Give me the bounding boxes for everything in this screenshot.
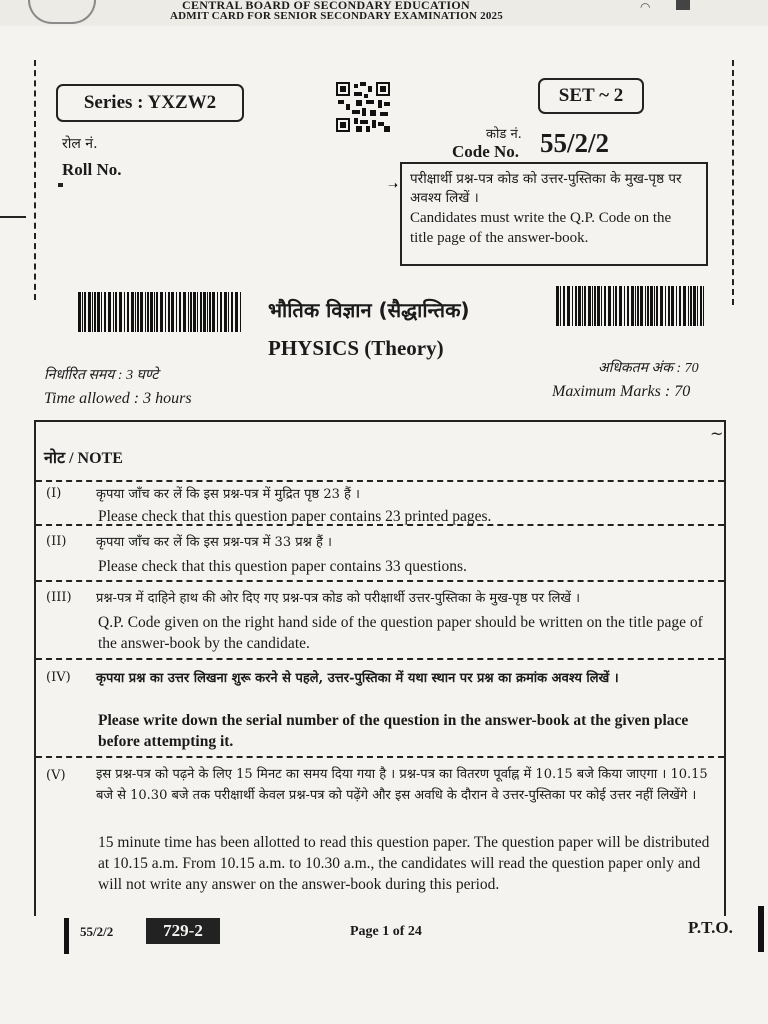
note-english: Please check that this question paper contains 33 questions. <box>98 558 467 575</box>
subject-title-hindi: भौतिक विज्ञान (सैद्धान्तिक) <box>268 298 470 322</box>
admit-card-line: ADMIT CARD FOR SENIOR SECONDARY EXAMINATION 2025 <box>170 10 503 22</box>
series-label: Series : YXZW2 <box>56 84 244 122</box>
note-hindi: इस प्रश्न-पत्र को पढ़ने के लिए 15 मिनट का समय दिया गया है । प्रश्न-पत्र का वितरण पूर्वाह्न में 10.15 बजे किया जाएगा । 10.15 बजे से 10.30 बजे तक परीक्षार्थी केवल प्रश्न-पत्र को पढ़ेंगे और इस अवधि के दौरान वे उत्तर-पुस्तिका पर कोई उत्तर नहीं लिखेंगे । <box>96 767 708 803</box>
note-english: Q.P. Code given on the right hand side of the question paper should be written on the title page of the answer-book by the candidate. <box>98 614 703 652</box>
wifi-icon: ◠ <box>640 0 651 14</box>
right-margin-line <box>732 60 734 305</box>
note-number: (III) <box>46 590 72 605</box>
note-hindi: प्रश्न-पत्र में दाहिने हाथ की ओर दिए गए प्रश्न-पत्र कोड को परीक्षार्थी उत्तर-पुस्तिका के मुख-पृष्ठ पर लिखें । <box>96 591 581 606</box>
note-number: (IV) <box>46 670 71 685</box>
note-item <box>36 524 724 576</box>
roll-number-label: Roll No. <box>62 160 122 179</box>
roll-number-label-hindi: रोल नं. <box>62 136 98 152</box>
instruction-english: Candidates must write the Q.P. Code on the title page of the answer-book. <box>410 210 672 246</box>
arrow-icon: ➝ <box>388 178 399 192</box>
note-english: 15 minute time has been allotted to read this question paper. The question paper will be distributed at 10.15 a.m. From 10.15 a.m. to 10.30 a.m., the candidates will read the question paper only and will not write any answer on the answer-book during this period. <box>98 834 710 893</box>
note-heading: नोट / NOTE <box>44 450 123 467</box>
set-label: SET ~ 2 <box>538 78 644 114</box>
instruction-hindi: परीक्षार्थी प्रश्न-पत्र कोड को उत्तर-पुस्तिका के मुख-पृष्ठ पर अवश्य लिखें । <box>410 171 682 206</box>
header-mark <box>676 0 690 10</box>
page-number: Page 1 of 24 <box>350 924 422 939</box>
max-marks: Maximum Marks : 70 <box>552 383 691 400</box>
footer-right-bar <box>758 906 764 952</box>
left-edge-tick <box>0 216 26 218</box>
subject-title: PHYSICS (Theory) <box>268 336 444 360</box>
roll-mark <box>58 183 63 187</box>
tilde-mark: ~ <box>710 424 724 443</box>
code-instruction-box <box>400 162 708 266</box>
note-hindi: कृपया जाँच कर लें कि इस प्रश्न-पत्र में मुद्रित पृष्ठ 23 हैं । <box>96 487 360 502</box>
note-item <box>36 756 724 918</box>
barcode-right <box>556 286 704 326</box>
note-item <box>36 580 724 656</box>
note-number: (I) <box>46 486 62 501</box>
qr-code-icon <box>336 82 390 132</box>
pto-label: P.T.O. <box>688 918 733 937</box>
note-hindi: कृपया जाँच कर लें कि इस प्रश्न-पत्र में 33 प्रश्न हैं । <box>96 535 332 550</box>
barcode-left <box>78 292 242 332</box>
time-allowed-hindi: निर्धारित समय : 3 घण्टे <box>44 368 159 383</box>
left-margin-line <box>34 60 36 300</box>
paper-code: 55/2/2 <box>540 128 610 158</box>
max-marks-hindi: अधिकतम अंक : 70 <box>598 361 699 376</box>
code-label: Code No. <box>452 142 520 161</box>
note-english: Please check that this question paper contains 23 printed pages. <box>98 508 492 525</box>
footer-serial-box: 729-2 <box>146 918 220 944</box>
notes-box <box>34 420 726 916</box>
note-item <box>36 480 724 524</box>
footer-code: 55/2/2 <box>80 924 114 939</box>
board-name: CENTRAL BOARD OF SECONDARY EDUCATION <box>182 0 470 12</box>
time-allowed: Time allowed : 3 hours <box>44 390 192 407</box>
note-hindi: कृपया प्रश्न का उत्तर लिखना शुरू करने से पहले, उत्तर-पुस्तिका में यथा स्थान पर प्रश्न का क्रमांक अवश्य लिखें । <box>96 671 619 686</box>
code-label-hindi: कोड नं. <box>486 127 522 142</box>
note-item <box>36 658 724 756</box>
note-number: (II) <box>46 534 67 549</box>
note-english: Please write down the serial number of the question in the answer-book at the given place before attempting it. <box>98 712 689 750</box>
footer-left-bar <box>64 918 69 954</box>
note-number: (V) <box>46 768 66 783</box>
